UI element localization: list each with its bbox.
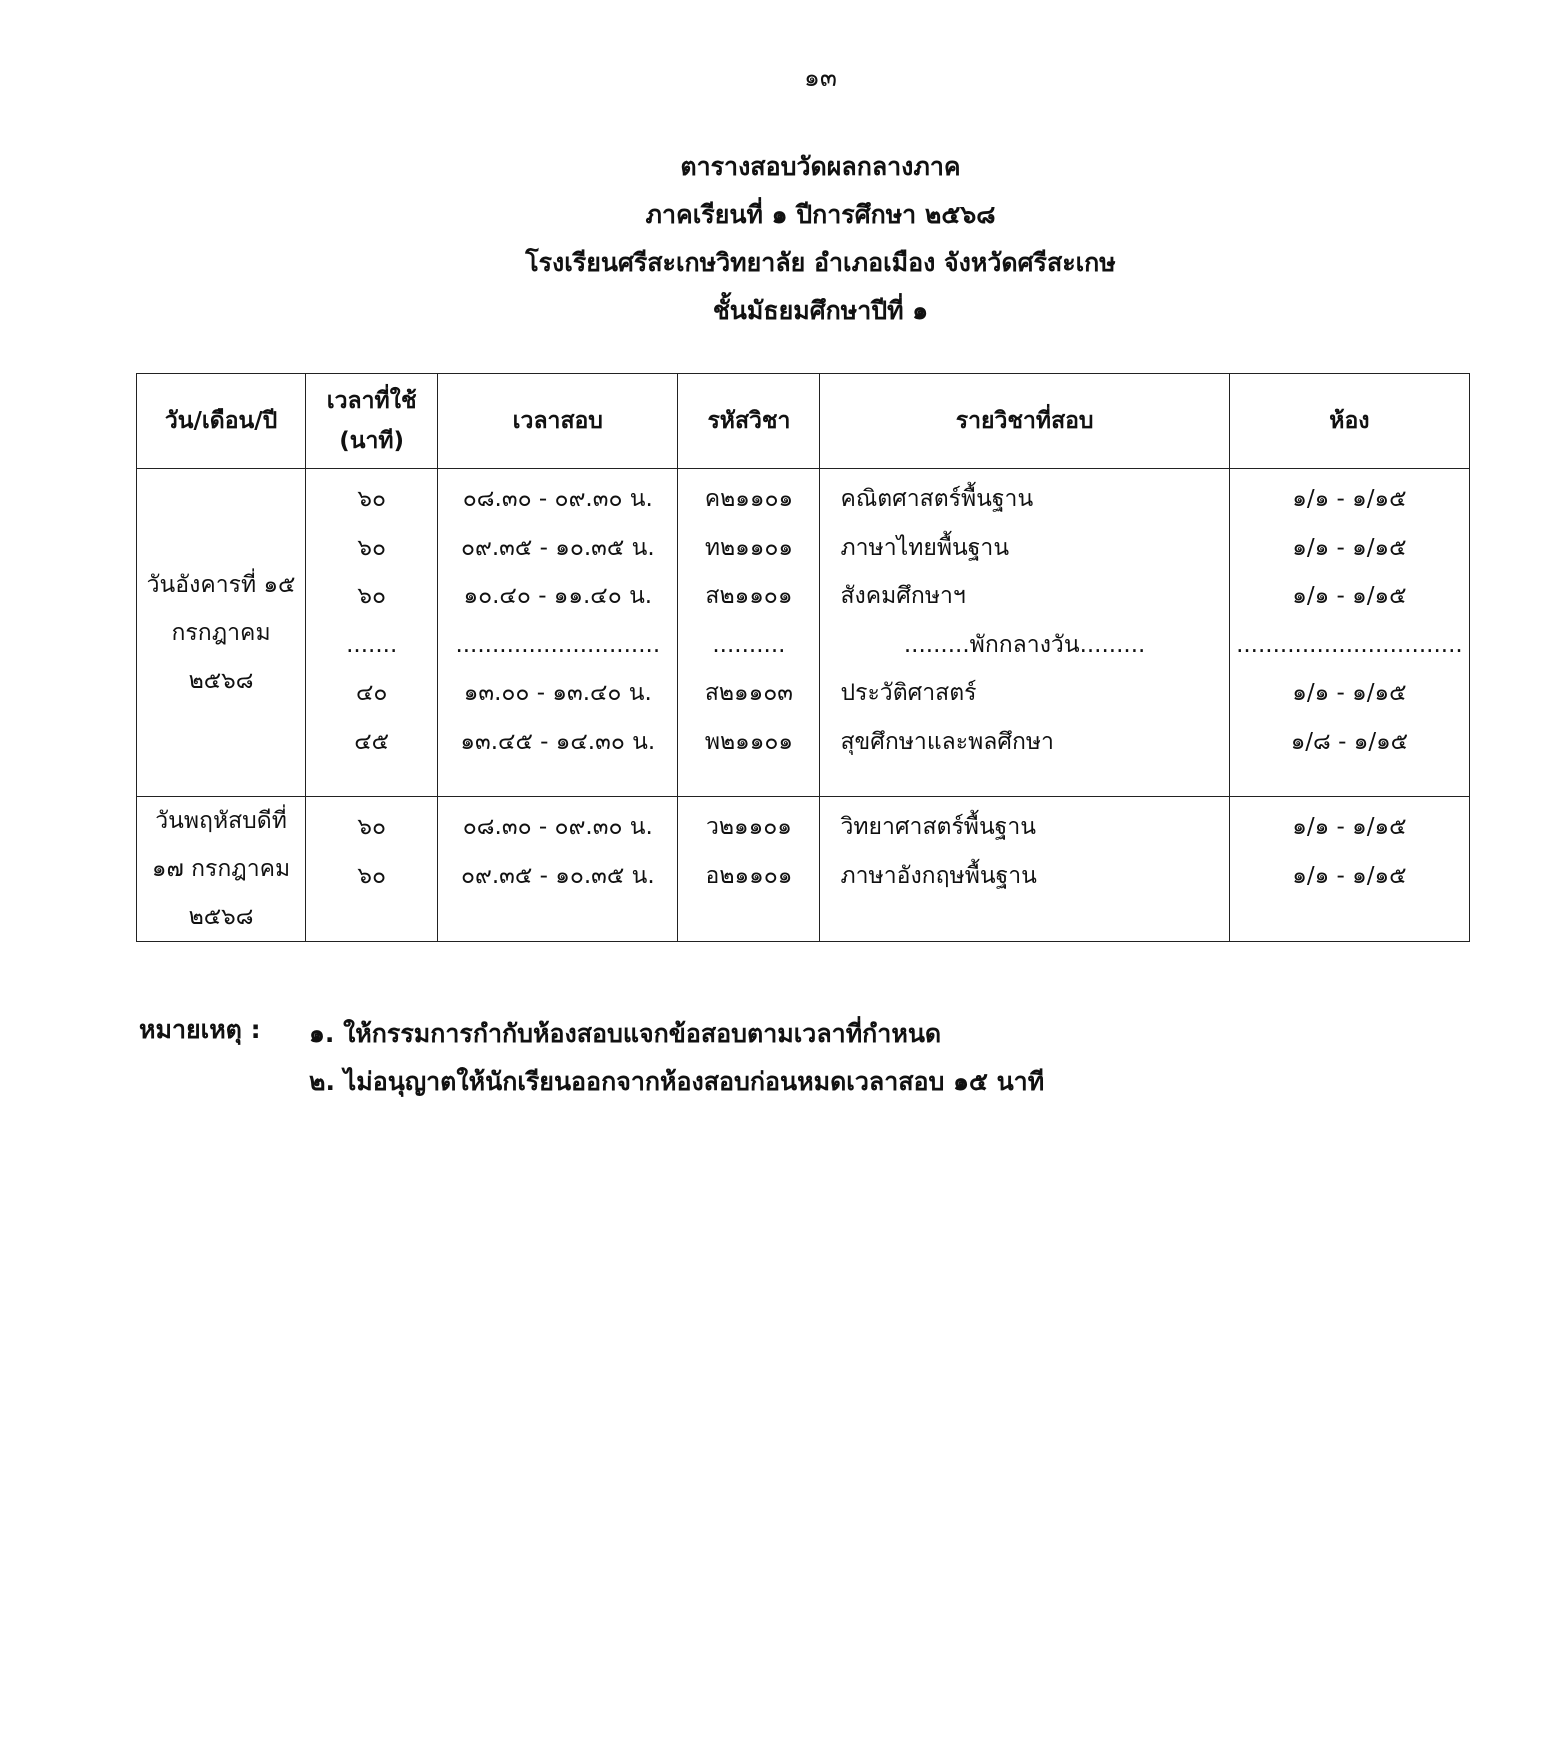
table-header-row	[137, 374, 1470, 469]
semester-line: ภาคเรียนที่ ๑ ปีการศึกษา ๒๕๖๘	[645, 200, 996, 229]
date-line: ๑๗ กรกฎาคม	[151, 856, 291, 882]
time-value: ๐๘.๓๐ - ๐๙.๓๐ น.	[462, 814, 653, 840]
minutes-cell-day2	[306, 797, 438, 942]
date-line: ๒๕๖๘	[188, 667, 254, 694]
room-range: ...............................	[1236, 631, 1463, 658]
subject-name: ประวัติศาสตร์	[840, 680, 977, 706]
header-room: ห้อง	[1229, 374, 1469, 469]
subject-code: ส๒๑๑๐๑	[705, 583, 793, 609]
time-value: ๑๓.๔๕ - ๑๔.๓๐ น.	[460, 728, 656, 755]
subject-code: ส๒๑๑๐๓	[704, 680, 794, 706]
subject-name: ภาษาอังกฤษพื้นฐาน	[840, 862, 1037, 889]
room-range: ๑/๑ - ๑/๑๕	[1292, 680, 1407, 706]
subject-name: คณิตศาสตร์พื้นฐาน	[840, 486, 1034, 512]
room-range: ๑/๑ - ๑/๑๕	[1292, 534, 1407, 561]
minutes-value: ๔๕	[354, 728, 390, 755]
date-cell-day1	[137, 469, 306, 797]
grade-line: ชั้นมัธยมศึกษาปีที่ ๑	[712, 296, 929, 325]
document-title: ตารางสอบวัดผลกลางภาค	[680, 152, 961, 181]
exam-schedule-table	[136, 373, 1470, 942]
minutes-value: ๖๐	[357, 486, 386, 512]
subject-code: ว๒๑๑๐๑	[705, 814, 792, 840]
time-value: ๑๓.๐๐ - ๑๓.๔๐ น.	[463, 680, 652, 706]
date-line: กรกฎาคม	[171, 619, 271, 646]
subject-code: พ๒๑๑๐๑	[704, 728, 794, 755]
time-cell-day2	[438, 797, 678, 942]
room-range: ๑/๑ - ๑/๑๕	[1292, 814, 1407, 840]
subject-code: อ๒๑๑๐๑	[705, 862, 793, 889]
remarks-label: หมายเหตุ :	[139, 1015, 261, 1044]
subject-name: สังคมศึกษาฯ	[840, 583, 966, 609]
room-cell-day1	[1229, 469, 1469, 797]
table-row	[137, 797, 1470, 942]
code-cell-day1	[678, 469, 820, 797]
subject-name: วิทยาศาสตร์พื้นฐาน	[840, 814, 1037, 840]
lunch-break-label: .........พักกลางวัน.........	[903, 631, 1146, 658]
document-header	[0, 143, 1541, 335]
subject-cell-day1	[820, 469, 1229, 797]
minutes-value: ๔๐	[355, 680, 388, 706]
subject-cell-day2	[820, 797, 1229, 942]
remark-item: ๒. ไม่อนุญาตให้นักเรียนออกจากห้องสอบก่อนหมดเวลาสอบ ๑๕ นาที	[309, 1067, 1045, 1096]
minutes-cell-day1	[306, 469, 438, 797]
date-cell-day2	[137, 797, 306, 942]
subject-code: ..........	[712, 631, 786, 658]
time-value: ๐๘.๓๐ - ๐๙.๓๐ น.	[462, 486, 653, 512]
room-range: ๑/๑ - ๑/๑๕	[1292, 486, 1407, 512]
header-minutes-line2: (นาที)	[339, 428, 405, 454]
header-date: วัน/เดือน/ปี	[137, 374, 306, 469]
minutes-value: ๖๐	[357, 862, 386, 889]
time-cell-day1	[438, 469, 678, 797]
header-minutes-line1: เวลาที่ใช้	[326, 388, 417, 414]
subject-code: ท๒๑๑๐๑	[704, 534, 794, 561]
page-number: ๑๓	[804, 63, 837, 92]
code-cell-day2	[678, 797, 820, 942]
time-value: ๐๙.๓๕ - ๑๐.๓๕ น.	[460, 534, 655, 561]
room-range: ๑/๑ - ๑/๑๕	[1292, 862, 1407, 889]
time-value: ๑๐.๔๐ - ๑๑.๔๐ น.	[463, 583, 653, 609]
remarks-list	[309, 1010, 1044, 1106]
minutes-value: ๖๐	[357, 583, 386, 609]
date-line: ๒๕๖๘	[188, 904, 254, 930]
minutes-value: ๖๐	[357, 814, 386, 840]
remark-item: ๑. ให้กรรมการกำกับห้องสอบแจกข้อสอบตามเวลาที่กำหนด	[309, 1019, 942, 1048]
room-cell-day2	[1229, 797, 1469, 942]
header-subject: รายวิชาที่สอบ	[820, 374, 1229, 469]
subject-code: ค๒๑๑๐๑	[704, 486, 794, 512]
room-range: ๑/๑ - ๑/๑๕	[1292, 583, 1407, 609]
room-range: ๑/๘ - ๑/๑๕	[1290, 728, 1409, 755]
header-minutes	[306, 374, 438, 469]
time-value: ............................	[455, 631, 661, 658]
subject-name: สุขศึกษาและพลศึกษา	[840, 728, 1054, 755]
minutes-value: .......	[346, 631, 398, 658]
header-time: เวลาสอบ	[438, 374, 678, 469]
table-row	[137, 469, 1470, 797]
school-line: โรงเรียนศรีสะเกษวิทยาลัย อำเภอเมือง จังหวัดศรีสะเกษ	[525, 248, 1116, 277]
time-value: ๐๙.๓๕ - ๑๐.๓๕ น.	[460, 862, 655, 889]
date-line: วันพฤหัสบดีที่	[155, 808, 287, 834]
subject-name: ภาษาไทยพื้นฐาน	[840, 534, 1010, 561]
minutes-value: ๖๐	[357, 534, 386, 561]
header-code: รหัสวิชา	[678, 374, 820, 469]
date-line: วันอังคารที่ ๑๕	[146, 571, 296, 598]
